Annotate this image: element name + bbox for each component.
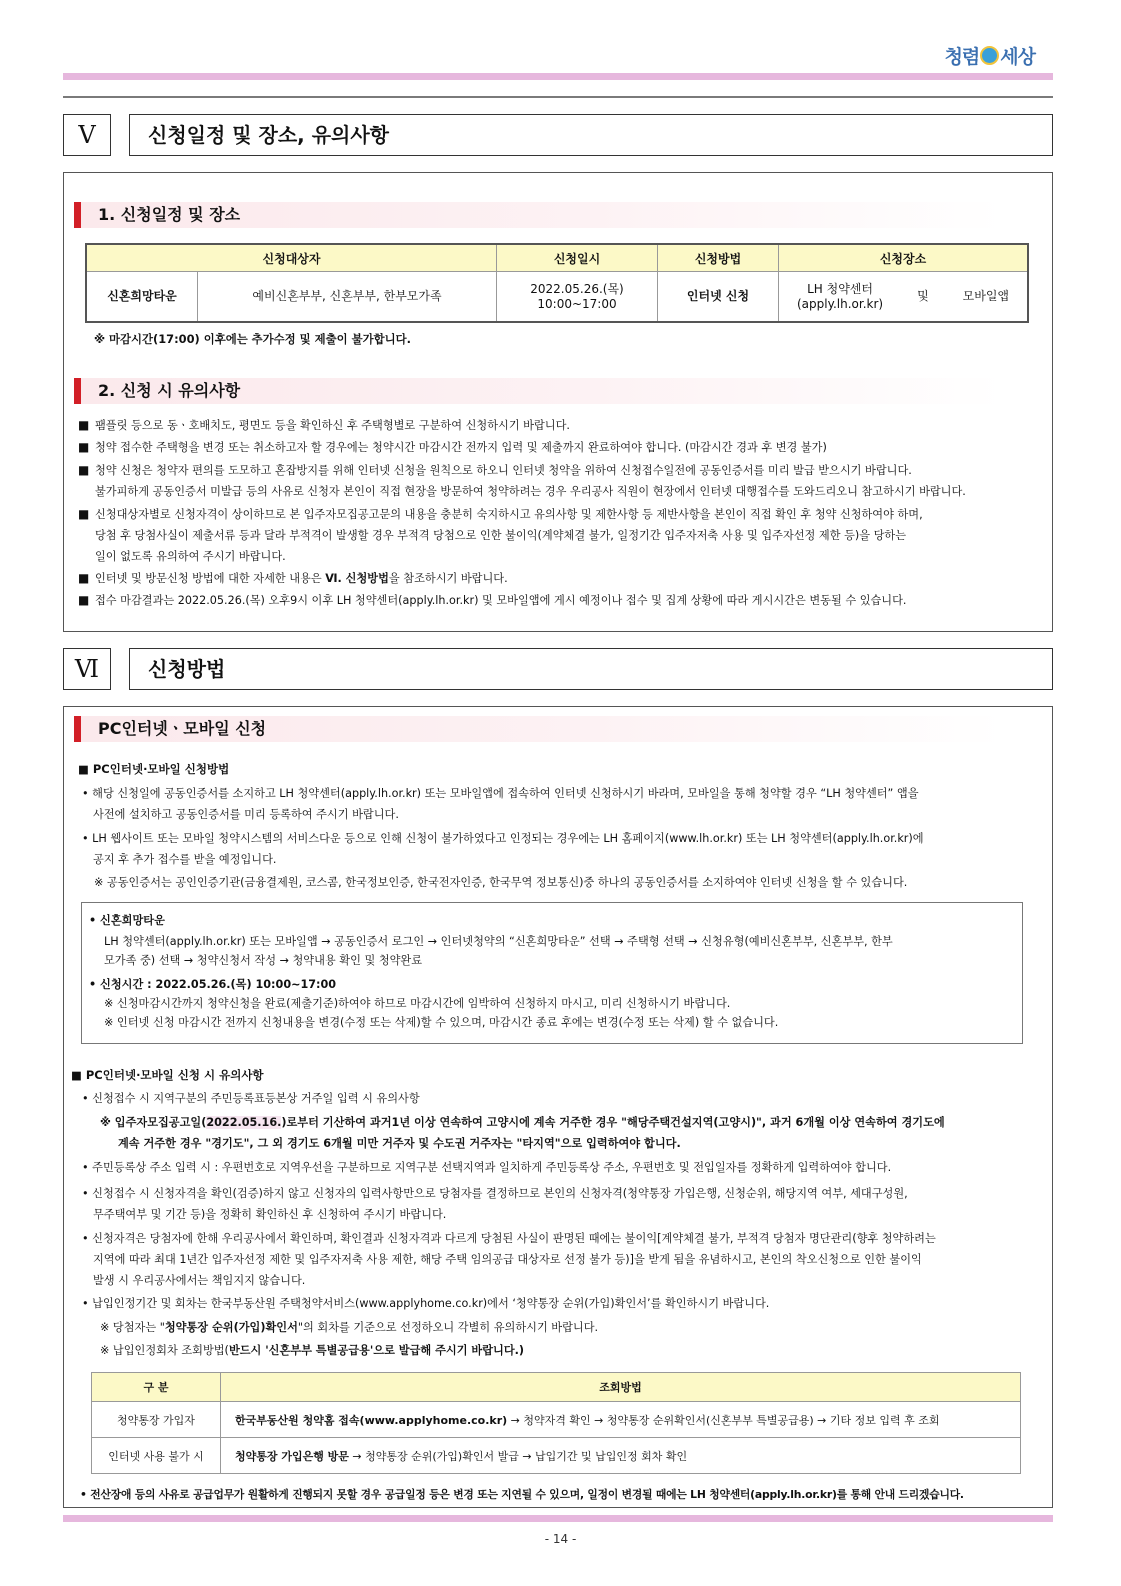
system-failure-notice: • 전산장애 등의 사유로 공급업무가 원활하게 진행되지 못할 경우 공급일정 등은 변경 또는 지연될 수 있으며, 일정이 변경될 때에는 LH 청약센터(apply.lh.or.kr)를 통해 안내 드리겠습니다.: [80, 1488, 964, 1501]
table-cell-category: 청약통장 가입자: [92, 1402, 221, 1438]
table-cell-date: 2022.05.26.(목) 10:00~17:00: [497, 272, 658, 323]
steps-box-time: • 신청시간 : 2022.05.26.(목) 10:00~17:00: [89, 978, 337, 991]
section-online-title: PC인터넷ㆍ모바일 신청: [74, 716, 1003, 742]
note-line-4: ■ 신청대상자별로 신청자격이 상이하므로 본 입주자모집공고문의 내용을 충분히 숙지하시고 유의사항 및 제한사항 등 제반사항을 본인이 직접 확인 후 청약 신청하여야 하며, 당첨 후 당첨사실이 제출서류 등과 달라 부적격이 발생할 경우 부적격 당첨으로 인한 불이익(계약체결 불가, 일정기간 입주자저축 사용 및 입주자선정 제한 등)을 당하는 일이 없도록 유의하여 주시기 바랍니다.: [78, 507, 923, 563]
note-line-2: ■ 청약 접수한 주택형을 변경 또는 취소하고자 할 경우에는 청약시간 마감시간 전까지 입력 및 제출까지 완료하여야 합니다. (마감시간 경과 후 변경 불가): [78, 440, 827, 454]
notice-date: 2022.05.16.: [206, 1116, 282, 1129]
place-lh-url: (apply.lh.or.kr): [796, 296, 884, 311]
link-chapter-6: Ⅵ. 신청방법: [325, 572, 389, 585]
lookup-method-table: [91, 1372, 1021, 1474]
residence-note: ※ 입주자모집공고일(2022.05.16.)로부터 기산하여 과거1년 이상 연속하여 고양시에 계속 거주한 경우 "해당주택건설지역(고양시)", 과거 6개월 이상 연속하여 경기도에 계속 거주한 경우 "경기도", 그 외 경기도 6개월 미만 거주자 및 수도권 거주자는 "타지역"으로 입력하여야 합니다.: [100, 1116, 945, 1150]
certificate-note: ※ 공동인증서는 공인인증기관(금융결제원, 코스콤, 한국정보인증, 한국전자인증, 한국무역 정보통신)중 하나의 공동인증서를 소지하여야 인터넷 신청을 할 수 있습니다.: [94, 876, 908, 889]
schedule-table: [85, 243, 1029, 323]
table-header: 신청방법: [658, 244, 779, 272]
online-notes-subheading: ■ PC인터넷·모바일 신청 시 유의사항: [71, 1068, 264, 1082]
caution-bullet-3: • 신청접수 시 신청자격을 확인(검증)하지 않고 신청자의 입력사항만으로 당첨자를 결정하므로 본인의 신청자격(청약통장 가입은행, 신청순위, 해당지역 여부, 세대구성원, 무주택여부 및 기간 등)을 정확히 확인하신 후 신청하여 주시기 바랍니다.: [82, 1187, 908, 1221]
chapter-6-heading: [63, 648, 1053, 690]
steps-box-note-2: ※ 인터넷 신청 마감시간 전까지 신청내용을 변경(수정 또는 삭제)할 수 있으며, 마감시간 종료 후에는 변경(수정 또는 삭제) 할 수 없습니다.: [104, 1016, 779, 1029]
table-cell-method: 인터넷 신청: [658, 272, 779, 323]
application-steps-box: [81, 902, 1023, 1044]
chapter-5-box: [63, 172, 1053, 632]
note-line-1: ■ 팸플릿 등으로 동ㆍ호배치도, 평면도 등을 확인하신 후 주택형별로 구분하여 신청하시기 바랍니다.: [78, 418, 570, 432]
table-row: [86, 272, 1028, 323]
steps-box-title: • 신혼희망타운: [89, 914, 165, 927]
table-cell-place: [779, 272, 1029, 323]
table-header: 신청일시: [497, 244, 658, 272]
chapter-5-number: Ⅴ: [63, 114, 111, 156]
table-cell-method: 한국부동산원 청약홈 접속(www.applyhome.co.kr) → 청약자격 확인 → 청약통장 순위확인서(신혼부부 특별공급용) → 기타 정보 입력 후 조회: [221, 1402, 1021, 1438]
caution-bullet-2: • 주민등록상 주소 입력 시 : 우편번호로 지역우선을 구분하므로 지역구분 선택지역과 일치하게 주민등록상 주소, 우편번호 및 전입일자를 정확하게 입력하여야 합니다.: [82, 1161, 892, 1174]
payment-lookup-note: ※ 납입인정회차 조회방법(반드시 '신혼부부 특별공급용'으로 발급해 주시기 바랍니다.): [100, 1344, 524, 1357]
steps-box-flow: LH 청약센터(apply.lh.or.kr) 또는 모바일앱 → 공동인증서 로그인 → 인터넷청약의 “신혼희망타운” 선택 → 주택형 선택 → 신청유형(예비신혼부부, 신혼부부, 한부 모가족 중) 선택 → 청약신청서 작성 → 청약내용 확인 및 청약완료: [104, 935, 893, 967]
chapter-5-title: 신청일정 및 장소, 유의사항: [129, 114, 1053, 156]
table-header: 신청대상자: [86, 244, 497, 272]
caution-bullet-1: • 신청접수 시 지역구분의 주민등록표등본상 거주일 입력 시 유의사항: [82, 1092, 420, 1105]
section-notes-title: 2. 신청 시 유의사항: [74, 378, 1003, 404]
logo-emblem-icon: [980, 46, 999, 65]
table-header-row: [86, 244, 1028, 272]
online-method-subheading: ■ PC인터넷·모바일 신청방법: [78, 762, 230, 776]
place-lh: LH 청약센터: [807, 281, 873, 296]
online-bullet-2: • LH 웹사이트 또는 모바일 청약시스템의 서비스다운 등으로 인해 신청이 불가하였다고 인정되는 경우에는 LH 홈페이지(www.lh.or.kr) 또는 LH 청약센터(apply.lh.or.kr)에 공지 후 추가 접수를 받을 예정입니다.: [82, 832, 924, 866]
caution-bullet-5: • 납입인정기간 및 회차는 한국부동산원 주택청약서비스(www.applyhome.co.kr)에서 ‘청약통장 순위(가입)확인서’를 확인하시기 바랍니다.: [82, 1297, 770, 1310]
caution-bullet-4: • 신청자격은 당첨자에 한해 우리공사에서 확인하며, 확인결과 신청자격과 다르게 당첨된 사실이 판명된 때에는 불이익[계약체결 불가, 부적격 당첨자 명단관리(향후 청약하려는 지역에 따라 최대 1년간 입주자선정 제한 및 입주자저축 사용 제한, 해당 주택 임의공급 대상자로 선정 불가 등)]을 받게 됨을 유념하시고, 본인의 착오신청으로 인한 불이익 발생 시 우리공사에서는 책임지지 않습니다.: [82, 1232, 936, 1287]
chapter-6-number: Ⅵ: [63, 648, 111, 690]
place-and: 및: [917, 289, 929, 303]
logo-text-right: 세상: [1000, 46, 1035, 68]
table-header: 조회방법: [221, 1373, 1021, 1402]
table-cell-target: 예비신혼부부, 신혼부부, 한부모가족: [198, 272, 497, 323]
steps-box-note-1: ※ 신청마감시간까지 청약신청을 완료(제출기준)하여야 하므로 마감시간에 임박하여 신청하지 마시고, 미리 신청하시기 바랍니다.: [104, 997, 731, 1010]
table-cell-method: 청약통장 가입은행 방문 → 청약통장 순위(가입)확인서 발급 → 납입기간 및 납입인정 회차 확인: [221, 1438, 1021, 1474]
table-cell-category: 인터넷 사용 불가 시: [92, 1438, 221, 1474]
logo-text-left: 청렴: [944, 46, 980, 68]
table-header: 신청장소: [779, 244, 1029, 272]
header-pink-bar: [63, 73, 1053, 80]
table-header: 구 분: [92, 1373, 221, 1402]
table-row: [92, 1438, 1021, 1474]
online-bullet-1: • 해당 신청일에 공동인증서를 소지하고 LH 청약센터(apply.lh.or.kr) 또는 모바일앱에 접속하여 인터넷 신청하시기 바라며, 모바일을 통해 청약할 경우 “LH 청약센터” 앱을 사전에 설치하고 공동인증서를 미리 등록하여 주시기 바랍니다.: [82, 787, 919, 821]
note-line-3: ■ 청약 신청은 청약자 편의를 도모하고 혼잡방지를 위해 인터넷 신청을 원칙으로 하오니 인터넷 청약을 위하여 신청접수일전에 공동인증서를 미리 발급 받으시기 바랍니다. 불가피하게 공동인증서 미발급 등의 사유로 신청자 본인이 직접 현장을 방문하여 청약하려는 경우 우리공사 직원이 현장에서 인터넷 대행접수를 도와드리오니 참고하시기 바랍니다.: [78, 463, 966, 498]
table-header-row: [92, 1373, 1021, 1402]
deadline-note: ※ 마감시간(17:00) 이후에는 추가수정 및 제출이 불가합니다.: [94, 332, 411, 346]
section-schedule-title: 1. 신청일정 및 장소: [74, 202, 1003, 228]
note-line-6: ■ 접수 마감결과는 2022.05.26.(목) 오후9시 이후 LH 청약센터(apply.lh.or.kr) 및 모바일앱에 게시 예정이나 접수 및 집계 상황에 따라 게시시간은 변동될 수 있습니다.: [78, 593, 907, 607]
place-mobile: 모바일앱: [962, 289, 1010, 303]
header-divider: [63, 96, 1053, 98]
page-number: - 14 -: [544, 1532, 577, 1546]
note-line-5: ■ 인터넷 및 방문신청 방법에 대한 자세한 내용은 Ⅵ. 신청방법을 참조하시기 바랍니다.: [78, 571, 508, 585]
table-row: [92, 1402, 1021, 1438]
logo: [945, 42, 1035, 69]
winner-note: ※ 당첨자는 "청약통장 순위(가입)확인서"의 회차를 기준으로 선정하오니 각별히 유의하시기 바랍니다.: [100, 1321, 599, 1334]
chapter-6-box: [63, 706, 1053, 1508]
chapter-6-title: 신청방법: [129, 648, 1053, 690]
table-cell-type: 신혼희망타운: [86, 272, 198, 323]
footer-pink-bar: [63, 1515, 1053, 1522]
chapter-5-heading: [63, 114, 1053, 156]
